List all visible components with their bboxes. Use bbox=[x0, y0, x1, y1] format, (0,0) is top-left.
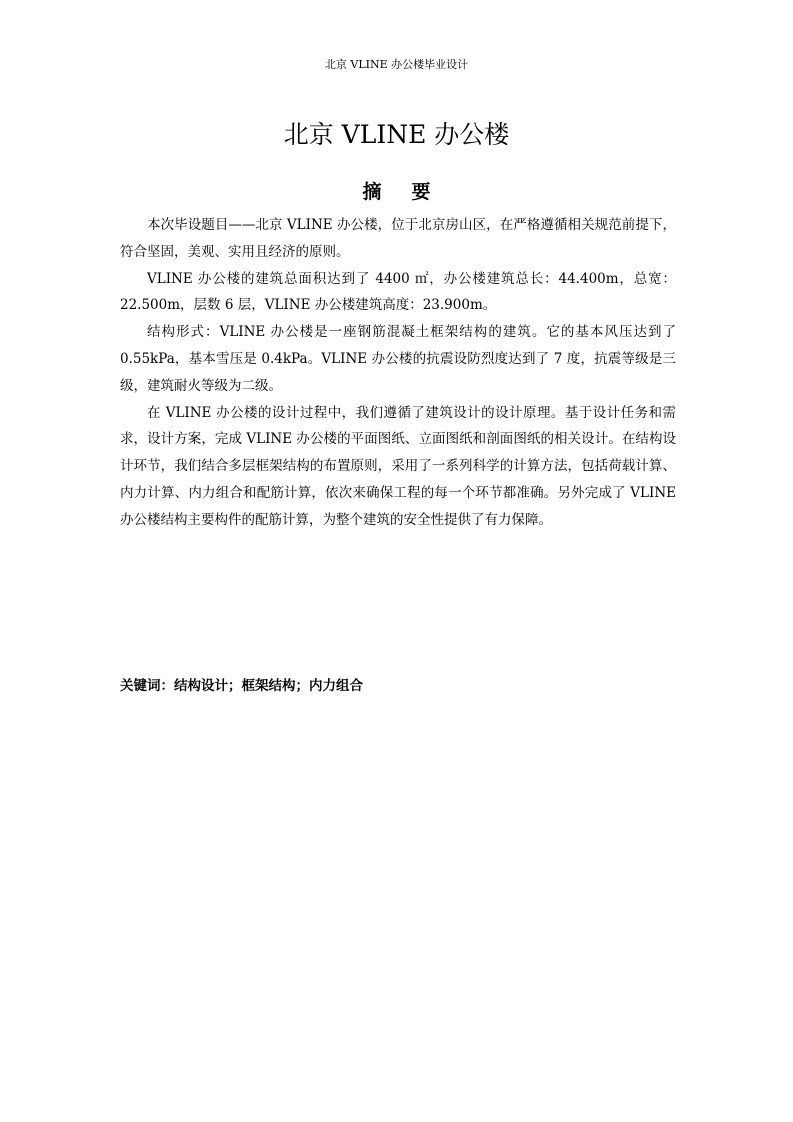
abstract-paragraph-2: VLINE 办公楼的建筑总面积达到了 4400 ㎡，办公楼建筑总长：44.400m，总宽：22.500m，层数 6 层，VLINE 办公楼建筑高度：23.900m。 bbox=[120, 270, 676, 314]
abstract-paragraph-3: 结构形式：VLINE 办公楼是一座钢筋混凝土框架结构的建筑。它的基本风压达到了 0.55kPa，基本雪压是 0.4kPa。VLINE 办公楼的抗震设防烈度达到了 7 度，抗震等级是三级，建筑耐火等级为二级。 bbox=[120, 324, 676, 394]
running-header: 北京 VLINE 办公楼毕业设计 bbox=[324, 58, 469, 71]
abstract-paragraph-4: 在 VLINE 办公楼的设计过程中，我们遵循了建筑设计的设计原理。基于设计任务和需求，设计方案，完成 VLINE 办公楼的平面图纸、立面图纸和剖面图纸的相关设计。在结构设计环节，我们结合多层框架结构的布置原则，采用了一系列科学的计算方法，包括荷载计算、内力计算、内力组合和配筋计算，依次来确保工程的每一个环节都准确。另外完成了 VLINE 办公楼结构主要构件的配筋计算，为整个建筑的安全性提供了有力保障。 bbox=[120, 404, 676, 528]
document-title: 北京 VLINE 办公楼 bbox=[283, 119, 510, 149]
keywords-line: 关键词：结构设计；框架结构；内力组合 bbox=[120, 678, 363, 694]
abstract-paragraph-1: 本次毕设题目——北京 VLINE 办公楼，位于北京房山区，在严格遵循相关规范前提下，符合坚固，美观、实用且经济的原则。 bbox=[120, 217, 676, 260]
abstract-heading: 摘要 bbox=[362, 181, 461, 203]
abstract-body bbox=[120, 212, 676, 534]
